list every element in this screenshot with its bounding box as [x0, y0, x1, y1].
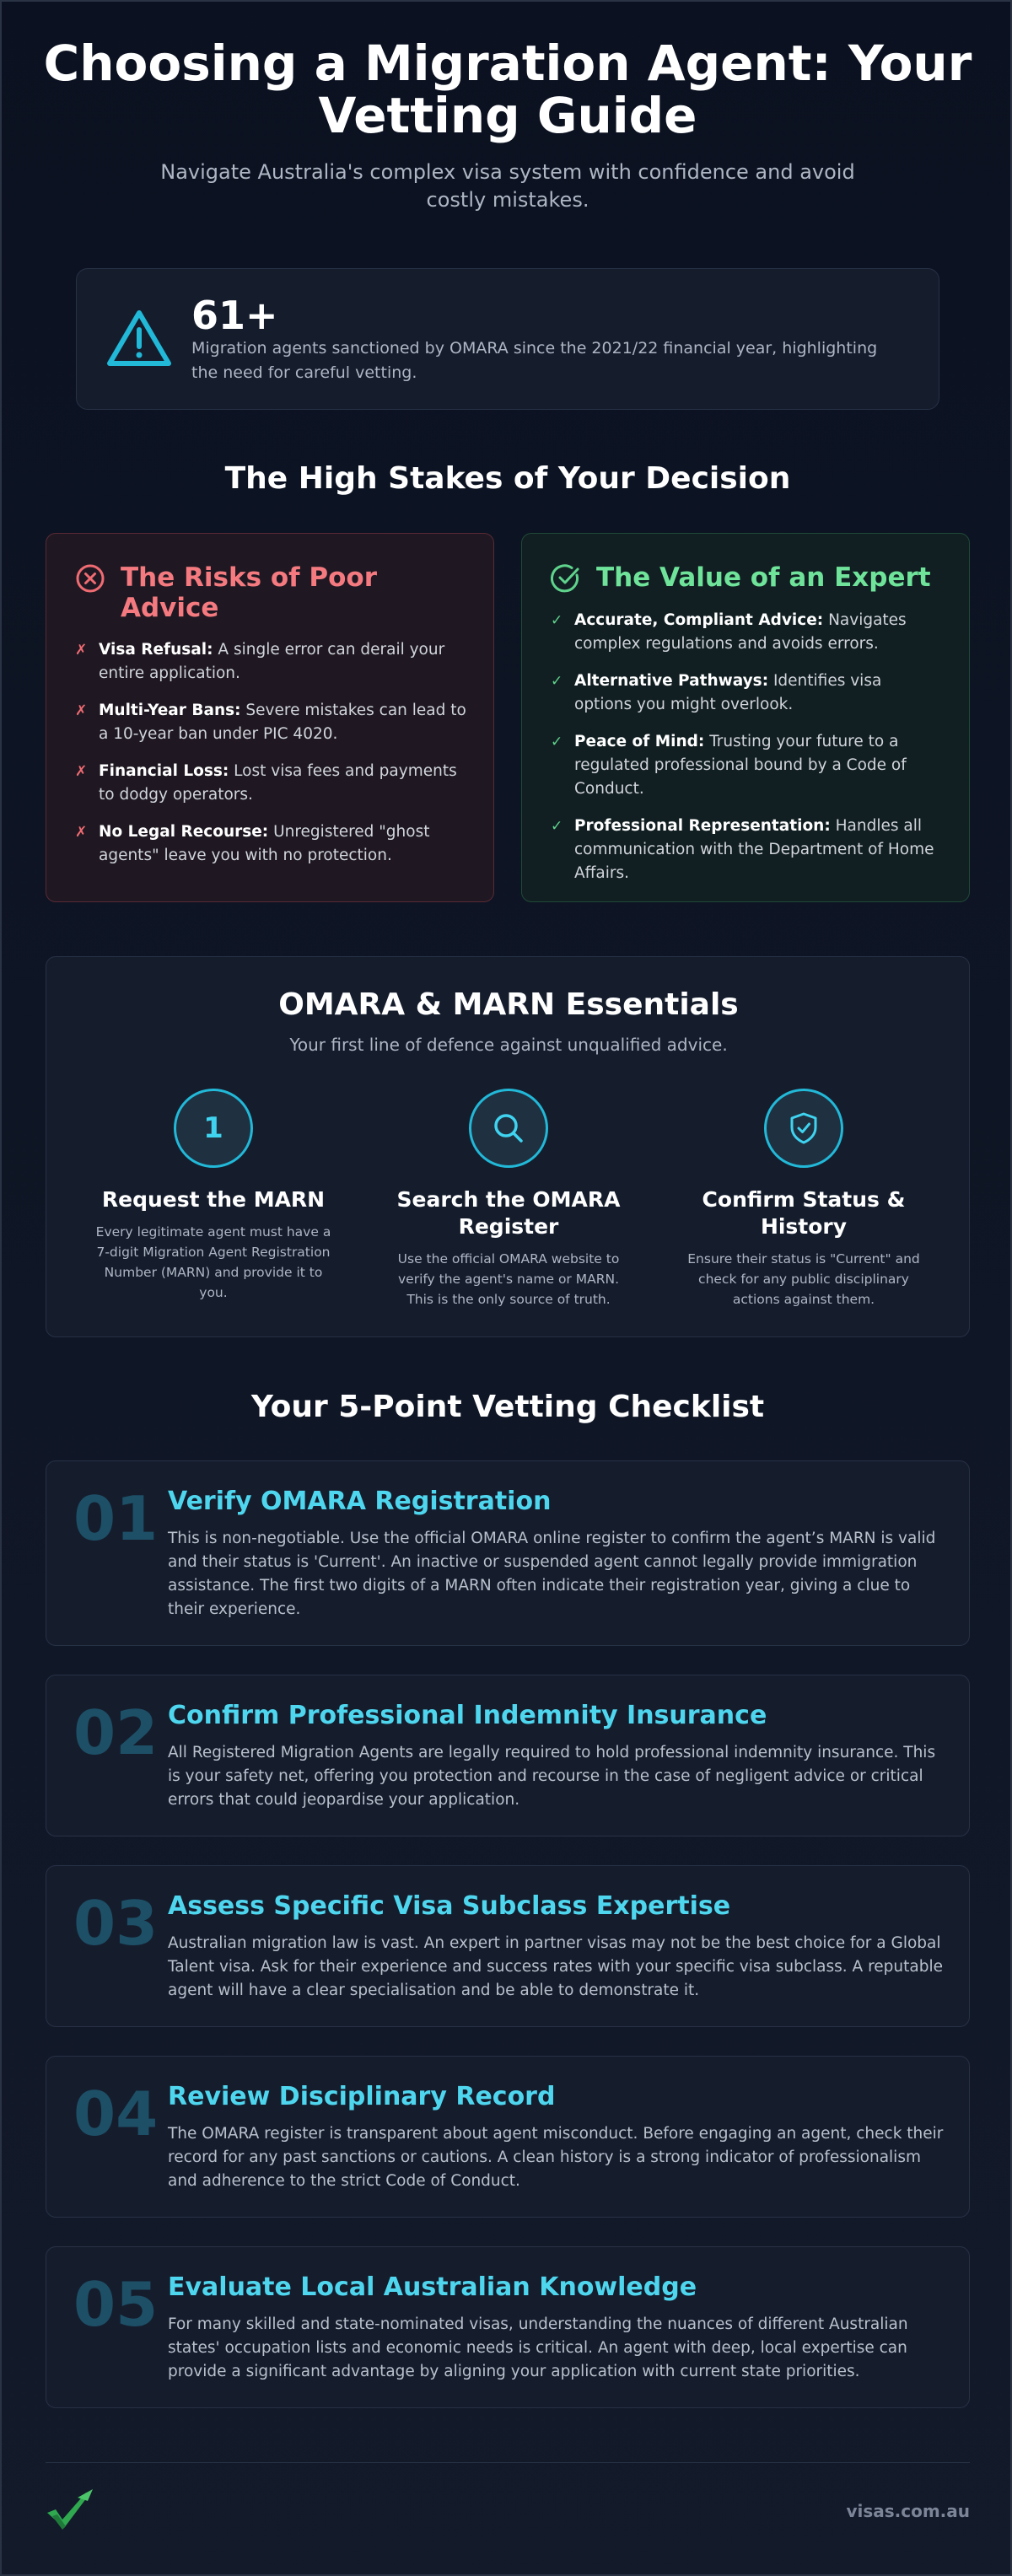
infographic-page [2, 2, 1012, 2576]
checklist-number: 04 [73, 2079, 159, 2149]
step-title: Confirm Status & History [702, 1187, 906, 1239]
item-label: Professional Representation: [574, 817, 831, 835]
footer-url[interactable]: visas.com.au [846, 2501, 970, 2521]
value-heading: The Value of an Expert [596, 562, 931, 593]
check-mark-icon: ✓ [551, 612, 563, 629]
item-text: A single error can derail your entire application. [99, 641, 445, 682]
checklist-item-1 [46, 1460, 970, 1646]
item-text: Trusting your future to a regulated professional bound by a Code of Conduct. [574, 733, 907, 798]
step-title: Search the OMARA Register [396, 1187, 621, 1239]
item-label: No Legal Recourse: [99, 823, 269, 841]
checklist-item-2 [46, 1675, 970, 1837]
omara-section [46, 956, 970, 1337]
item-text: Unregistered "ghost agents" leave you with no protection. [99, 823, 430, 864]
checkmark-plane-logo [44, 2486, 96, 2533]
step-number-icon: 1 [174, 1089, 253, 1168]
page-subtitle: Navigate Australia's complex visa system with confidence and avoid costly mistakes. [160, 160, 855, 212]
stat-number: 61+ [191, 293, 278, 338]
checklist-item-title: Verify OMARA Registration [168, 1487, 552, 1516]
item-text: Navigates complex regulations and avoids errors. [574, 611, 907, 653]
step-title: Request the MARN [101, 1187, 326, 1212]
risks-list [75, 638, 466, 868]
warning-triangle-icon [105, 308, 173, 368]
value-list [551, 609, 942, 885]
checklist-item-text: This is non-negotiable. Use the official OMARA online register to confirm the agent’s MARN is valid and their status is 'Current'. An inactive or suspended agent cannot legally provide immigration assistance. The first two digits of a MARN often indicate their registration year, giving a clue to their experience. [168, 1530, 936, 1618]
checklist-item-text: For many skilled and state-nominated visas, understanding the nuances of different Australian states' occupation lists and economic needs is critical. An agent with deep, local expertise can provide a significant advantage by aligning your application with current state priorities. [168, 2315, 908, 2380]
item-text: Identifies visa options you might overlook. [574, 672, 882, 713]
omara-title: OMARA & MARN Essentials [278, 987, 739, 1022]
checklist-item-4 [46, 2056, 970, 2218]
item-label: Multi-Year Bans: [99, 702, 241, 719]
value-card [521, 533, 970, 902]
checklist-number: 02 [73, 1697, 159, 1768]
list-item [75, 820, 466, 868]
step-text: Use the official OMARA website to verify the agent's name or MARN. This is the only source of truth. [397, 1251, 620, 1307]
checklist-item-3 [46, 1865, 970, 2027]
x-circle-icon [75, 563, 105, 594]
list-item [75, 760, 466, 807]
stat-card [76, 268, 939, 410]
checklist-item-5 [46, 2246, 970, 2408]
shield-check-icon [764, 1089, 843, 1168]
item-label: Alternative Pathways: [574, 672, 769, 690]
list-item [75, 699, 466, 746]
list-item [551, 609, 942, 656]
risks-card [46, 533, 494, 902]
list-item [551, 815, 942, 885]
cross-mark-icon: ✗ [75, 763, 88, 780]
check-circle-icon [551, 563, 581, 594]
checklist-number: 01 [73, 1483, 159, 1554]
page-title: Choosing a Migration Agent: Your Vetting Guide [43, 35, 972, 144]
cross-mark-icon: ✗ [75, 702, 88, 719]
step-text: Every legitimate agent must have a 7-digit Migration Agent Registration Number (MARN) and provide it to you. [95, 1224, 331, 1300]
item-label: Visa Refusal: [99, 641, 213, 659]
stakes-title: The High Stakes of Your Decision [224, 461, 791, 496]
checklist-number: 03 [73, 1888, 159, 1959]
risks-heading: The Risks of Poor Advice [121, 562, 378, 623]
omara-step-1 [78, 1089, 348, 1303]
list-item [75, 638, 466, 686]
item-label: Financial Loss: [99, 762, 229, 780]
checklist-item-text: The OMARA register is transparent about agent misconduct. Before engaging an agent, check their record for any past sanctions or cautions. A clean history is a strong indicator of professionalism and adherence to the strict Code of Conduct. [168, 2125, 944, 2190]
stat-text: Migration agents sanctioned by OMARA since the 2021/22 financial year, highlighting the need for careful vetting. [191, 339, 878, 382]
item-text: Handles all communication with the Department of Home Affairs. [574, 817, 934, 882]
checklist-item-title: Confirm Professional Indemnity Insurance [168, 1701, 767, 1730]
list-item [551, 730, 942, 801]
item-label: Accurate, Compliant Advice: [574, 611, 824, 629]
checklist-title: Your 5-Point Vetting Checklist [250, 1390, 765, 1424]
checklist-item-text: Australian migration law is vast. An expert in partner visas may not be the best choice for a Global Talent visa. Ask for their experience and success rates with your specific visa subclass. A reputable agent will have a clear specialisation and be able to demonstrate it. [168, 1934, 943, 1999]
cross-mark-icon: ✗ [75, 642, 88, 659]
cross-mark-icon: ✗ [75, 824, 88, 841]
omara-step-2 [374, 1089, 643, 1310]
footer-divider [46, 2462, 970, 2463]
check-mark-icon: ✓ [551, 673, 563, 690]
checklist-item-title: Assess Specific Visa Subclass Expertise [168, 1891, 731, 1921]
omara-step-3 [669, 1089, 939, 1310]
checklist-item-title: Review Disciplinary Record [168, 2082, 556, 2111]
step-text: Ensure their status is "Current" and check for any public disciplinary actions against them. [687, 1251, 920, 1307]
checklist-number: 05 [73, 2269, 159, 2340]
search-icon [469, 1089, 548, 1168]
list-item [551, 670, 942, 717]
item-text: Severe mistakes can lead to a 10-year ban under PIC 4020. [99, 702, 466, 743]
check-mark-icon: ✓ [551, 734, 563, 750]
checklist-item-text: All Registered Migration Agents are legally required to hold professional indemnity insurance. This is your safety net, offering you protection and recourse in the case of negligent advice or critical errors that could jeopardise your application. [168, 1744, 936, 1809]
item-label: Peace of Mind: [574, 733, 705, 750]
item-text: Lost visa fees and payments to dodgy operators. [99, 762, 457, 804]
omara-subtitle: Your first line of defence against unqualified advice. [289, 1035, 728, 1055]
check-mark-icon: ✓ [551, 818, 563, 835]
checklist-item-title: Evaluate Local Australian Knowledge [168, 2272, 697, 2302]
